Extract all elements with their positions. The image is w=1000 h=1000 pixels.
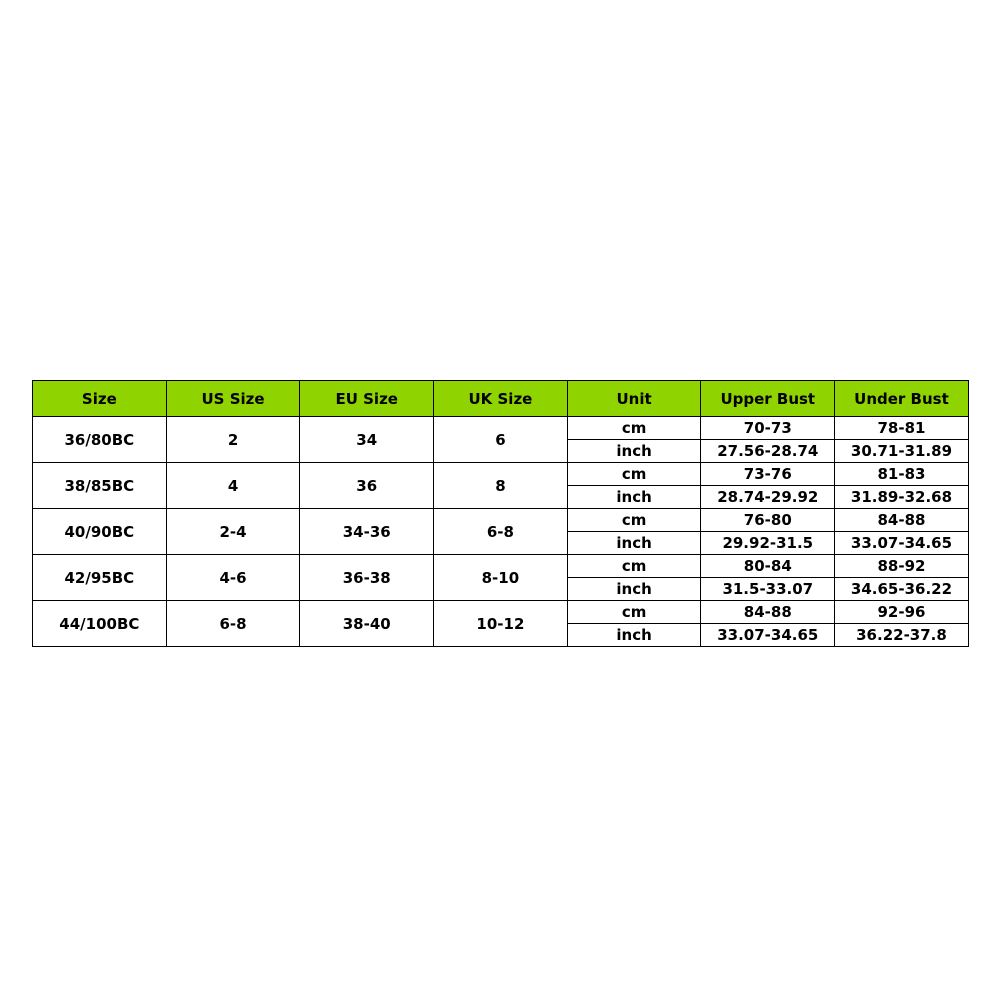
table-row: [33, 601, 969, 624]
unit-cell: cm: [567, 463, 701, 486]
under-bust-cell: 78-81: [835, 417, 969, 440]
us-size-cell: 2-4: [166, 509, 300, 555]
eu-size-cell: 34: [300, 417, 434, 463]
table-row: [33, 555, 969, 578]
unit-cell: inch: [567, 624, 701, 647]
unit-cell: inch: [567, 578, 701, 601]
under-bust-cell: 33.07-34.65: [835, 532, 969, 555]
us-size-cell: 2: [166, 417, 300, 463]
unit-cell: cm: [567, 509, 701, 532]
uk-size-cell: 6-8: [434, 509, 568, 555]
size-cell: 38/85BC: [33, 463, 167, 509]
size-chart-body: [33, 417, 969, 647]
uk-size-cell: 8-10: [434, 555, 568, 601]
size-cell: 44/100BC: [33, 601, 167, 647]
eu-size-cell: 34-36: [300, 509, 434, 555]
eu-size-cell: 38-40: [300, 601, 434, 647]
unit-cell: cm: [567, 417, 701, 440]
header-eu-size: EU Size: [300, 381, 434, 417]
uk-size-cell: 8: [434, 463, 568, 509]
upper-bust-cell: 28.74-29.92: [701, 486, 835, 509]
header-unit: Unit: [567, 381, 701, 417]
header-under-bust: Under Bust: [835, 381, 969, 417]
header-us-size: US Size: [166, 381, 300, 417]
upper-bust-cell: 84-88: [701, 601, 835, 624]
table-row: [33, 509, 969, 532]
under-bust-cell: 81-83: [835, 463, 969, 486]
under-bust-cell: 84-88: [835, 509, 969, 532]
under-bust-cell: 30.71-31.89: [835, 440, 969, 463]
uk-size-cell: 10-12: [434, 601, 568, 647]
size-cell: 40/90BC: [33, 509, 167, 555]
under-bust-cell: 36.22-37.8: [835, 624, 969, 647]
table-row: [33, 417, 969, 440]
upper-bust-cell: 70-73: [701, 417, 835, 440]
under-bust-cell: 31.89-32.68: [835, 486, 969, 509]
header-uk-size: UK Size: [434, 381, 568, 417]
table-row: [33, 463, 969, 486]
under-bust-cell: 92-96: [835, 601, 969, 624]
unit-cell: inch: [567, 532, 701, 555]
us-size-cell: 4-6: [166, 555, 300, 601]
header-upper-bust: Upper Bust: [701, 381, 835, 417]
upper-bust-cell: 80-84: [701, 555, 835, 578]
upper-bust-cell: 29.92-31.5: [701, 532, 835, 555]
eu-size-cell: 36: [300, 463, 434, 509]
under-bust-cell: 88-92: [835, 555, 969, 578]
eu-size-cell: 36-38: [300, 555, 434, 601]
unit-cell: cm: [567, 601, 701, 624]
unit-cell: cm: [567, 555, 701, 578]
size-cell: 42/95BC: [33, 555, 167, 601]
us-size-cell: 6-8: [166, 601, 300, 647]
upper-bust-cell: 27.56-28.74: [701, 440, 835, 463]
upper-bust-cell: 73-76: [701, 463, 835, 486]
upper-bust-cell: 76-80: [701, 509, 835, 532]
upper-bust-cell: 33.07-34.65: [701, 624, 835, 647]
uk-size-cell: 6: [434, 417, 568, 463]
unit-cell: inch: [567, 486, 701, 509]
header-row: [33, 381, 969, 417]
unit-cell: inch: [567, 440, 701, 463]
header-size: Size: [33, 381, 167, 417]
size-cell: 36/80BC: [33, 417, 167, 463]
us-size-cell: 4: [166, 463, 300, 509]
size-chart-table: [32, 380, 969, 647]
under-bust-cell: 34.65-36.22: [835, 578, 969, 601]
upper-bust-cell: 31.5-33.07: [701, 578, 835, 601]
